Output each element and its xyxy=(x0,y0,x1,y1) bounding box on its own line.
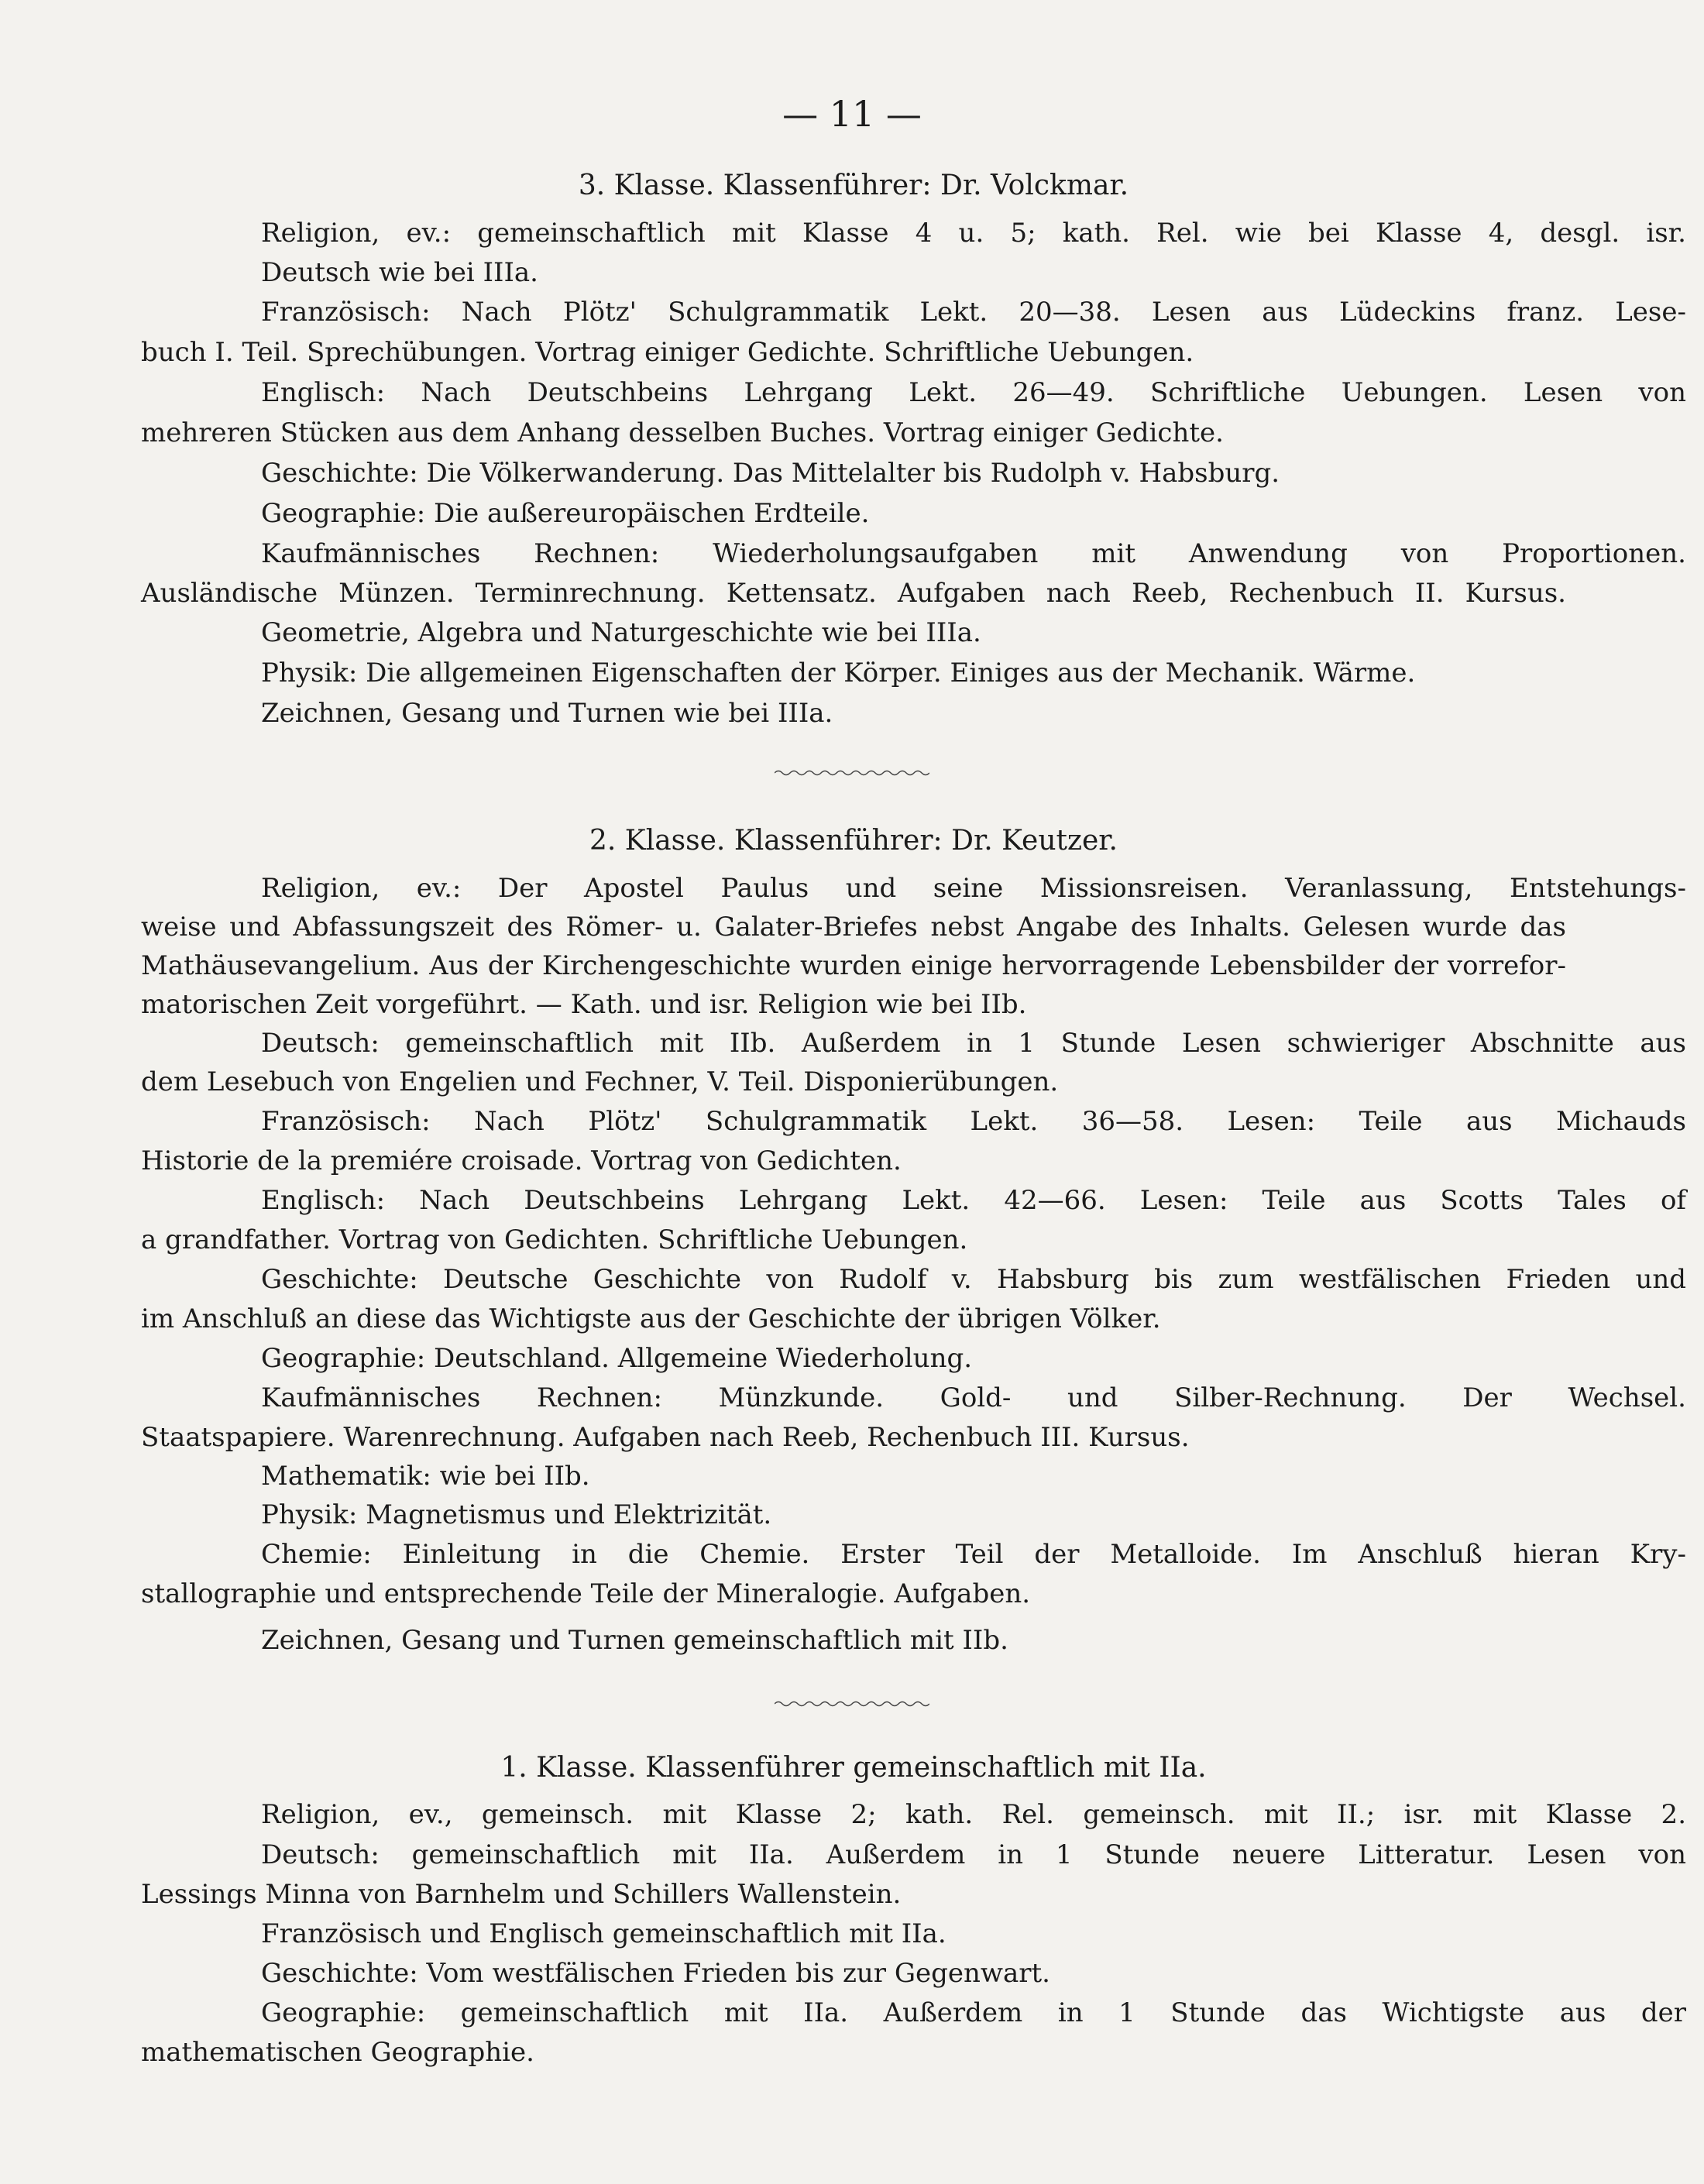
text-line: Deutsch: gemeinschaftlich mit IIa. Außerdem in 1 Stunde neuere Litteratur. Lesen von xyxy=(261,1839,1686,1870)
text-line: Geschichte: Vom westfälischen Frieden bis zur Gegenwart. xyxy=(261,1958,1050,1989)
text-line: Zeichnen, Gesang und Turnen wie bei IIIa. xyxy=(261,698,833,729)
text-line: Kaufmännisches Rechnen: Münzkunde. Gold- und Silber-Rechnung. Der Wechsel. xyxy=(261,1382,1686,1413)
text-line: im Anschluß an diese das Wichtigste aus der Geschichte der übrigen Völker. xyxy=(141,1303,1161,1334)
page-number: — 11 — xyxy=(782,93,922,135)
text-line: Physik: Die allgemeinen Eigenschaften der Körper. Einiges aus der Mechanik. Wärme. xyxy=(261,658,1416,689)
text-line: Mathematik: wie bei IIb. xyxy=(261,1461,590,1492)
text-line: Religion, ev.: gemeinschaftlich mit Klasse 4 u. 5; kath. Rel. wie bei Klasse 4, desgl. isr. xyxy=(261,218,1686,249)
text-line: mathematischen Geographie. xyxy=(141,2037,534,2068)
section-divider xyxy=(775,1700,929,1708)
text-line: Kaufmännisches Rechnen: Wiederholungsaufgaben mit Anwendung von Proportionen. xyxy=(261,538,1686,569)
text-line: Geschichte: Deutsche Geschichte von Rudolf v. Habsburg bis zum westfälischen Frieden und xyxy=(261,1264,1686,1295)
text-line: Lessings Minna von Barnhelm und Schillers Wallenstein. xyxy=(141,1879,902,1910)
text-line: Geographie: gemeinschaftlich mit IIa. Außerdem in 1 Stunde das Wichtigste aus der xyxy=(261,1997,1686,2028)
text-line: Geschichte: Die Völkerwanderung. Das Mittelalter bis Rudolph v. Habsburg. xyxy=(261,458,1280,489)
text-line: Staatspapiere. Warenrechnung. Aufgaben nach Reeb, Rechenbuch III. Kursus. xyxy=(141,1422,1190,1453)
text-line: Englisch: Nach Deutschbeins Lehrgang Lekt. 26—49. Schriftliche Uebungen. Lesen von xyxy=(261,377,1686,408)
section-heading: 1. Klasse. Klassenführer gemeinschaftlich mit IIa. xyxy=(500,1752,1207,1784)
text-line: Französisch: Nach Plötz' Schulgrammatik Lekt. 36—58. Lesen: Teile aus Michauds xyxy=(261,1106,1686,1137)
text-line: Französisch: Nach Plötz' Schulgrammatik Lekt. 20—38. Lesen aus Lüdeckins franz. Lese- xyxy=(261,297,1686,328)
text-line: Religion, ev., gemeinsch. mit Klasse 2; kath. Rel. gemeinsch. mit II.; isr. mit Klasse 2. xyxy=(261,1799,1686,1830)
text-line: Historie de la premiére croisade. Vortrag von Gedichten. xyxy=(141,1145,902,1176)
text-line: Zeichnen, Gesang und Turnen gemeinschaftlich mit IIb. xyxy=(261,1625,1008,1656)
text-line: Geographie: Deutschland. Allgemeine Wiederholung. xyxy=(261,1343,973,1374)
text-line: Religion, ev.: Der Apostel Paulus und seine Missionsreisen. Veranlassung, Entstehungs- xyxy=(261,873,1686,904)
text-line: Chemie: Einleitung in die Chemie. Erster Teil der Metalloide. Im Anschluß hieran Kry- xyxy=(261,1539,1686,1570)
text-line: Deutsch wie bei IIIa. xyxy=(261,257,538,288)
text-line: Physik: Magnetismus und Elektrizität. xyxy=(261,1499,772,1530)
section-heading: 3. Klasse. Klassenführer: Dr. Volckmar. xyxy=(578,170,1129,201)
text-line: Ausländische Münzen. Terminrechnung. Kettensatz. Aufgaben nach Reeb, Rechenbuch II. Kursus. xyxy=(141,578,1566,609)
text-line: buch I. Teil. Sprechübungen. Vortrag einiger Gedichte. Schriftliche Uebungen. xyxy=(141,337,1194,368)
text-line: Deutsch: gemeinschaftlich mit IIb. Außerdem in 1 Stunde Lesen schwieriger Abschnitte aus xyxy=(261,1028,1686,1059)
text-line: Englisch: Nach Deutschbeins Lehrgang Lekt. 42—66. Lesen: Teile aus Scotts Tales of xyxy=(261,1185,1686,1216)
text-line: Mathäusevangelium. Aus der Kirchengeschichte wurden einige hervorragende Lebensbilder der vorrefor- xyxy=(141,950,1566,981)
text-line: Französisch und Englisch gemeinschaftlich mit IIa. xyxy=(261,1918,946,1949)
text-line: stallographie und entsprechende Teile der Mineralogie. Aufgaben. xyxy=(141,1578,1031,1609)
text-line: matorischen Zeit vorgeführt. — Kath. und isr. Religion wie bei IIb. xyxy=(141,989,1027,1020)
section-heading: 2. Klasse. Klassenführer: Dr. Keutzer. xyxy=(589,825,1118,857)
text-line: mehreren Stücken aus dem Anhang desselben Buches. Vortrag einiger Gedichte. xyxy=(141,417,1224,448)
text-line: dem Lesebuch von Engelien und Fechner, V. Teil. Disponierübungen. xyxy=(141,1066,1059,1097)
text-line: Geometrie, Algebra und Naturgeschichte wie bei IIIa. xyxy=(261,617,981,648)
text-line: a grandfather. Vortrag von Gedichten. Schriftliche Uebungen. xyxy=(141,1224,968,1255)
text-line: Geographie: Die außereuropäischen Erdteile. xyxy=(261,498,870,529)
section-divider xyxy=(775,769,929,777)
text-line: weise und Abfassungszeit des Römer- u. Galater-Briefes nebst Angabe des Inhalts. Gelesen wurde das xyxy=(141,912,1566,943)
